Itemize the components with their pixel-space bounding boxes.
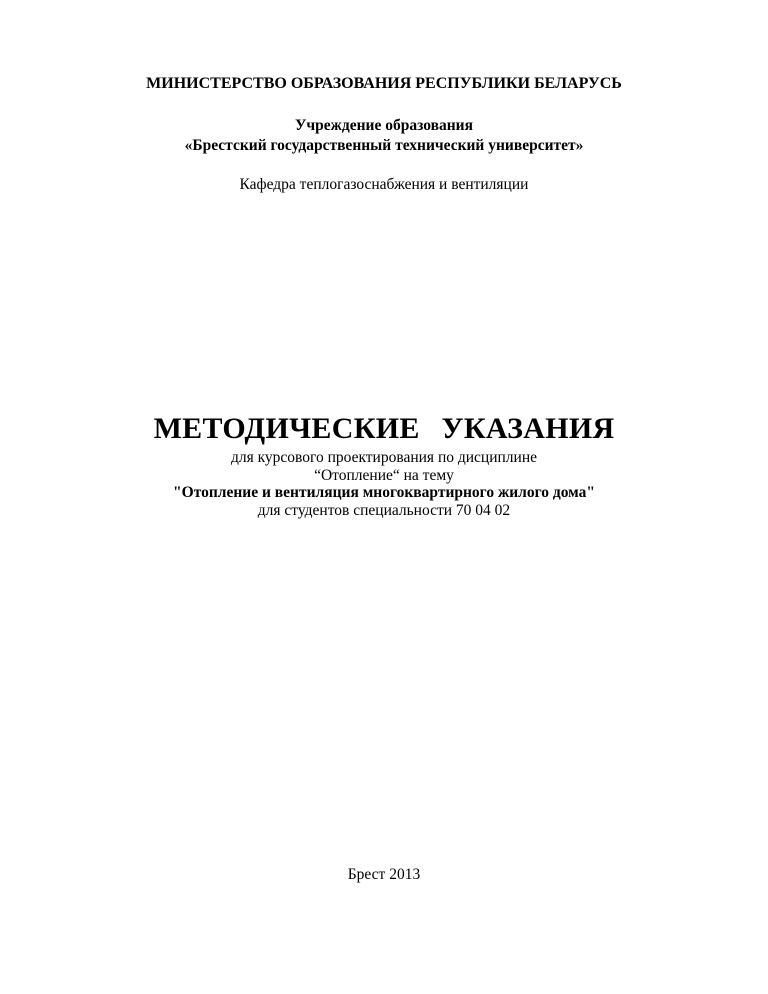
institution-type: Учреждение образования [295,117,473,134]
place-and-year: Брест 2013 [347,866,421,883]
department-name: Кафедра теплогазоснабжения и вентиляции [239,176,529,193]
document-purpose: для курсового проектирования по дисциплине [230,449,538,466]
ministry-heading: МИНИСТЕРСТВО ОБРАЗОВАНИЯ РЕСПУБЛИКИ БЕЛАРУСЬ [146,75,622,92]
institution-name: «Брестский государственный технический университет» [184,137,584,154]
document-topic: "Отопление и вентиляция многоквартирного жилого дома" [173,484,595,501]
document-discipline: “Отопление“ на тему [314,467,454,484]
document-audience: для студентов специальности 70 04 02 [257,502,511,519]
document-title: МЕТОДИЧЕСКИЕ УКАЗАНИЯ [153,412,615,445]
